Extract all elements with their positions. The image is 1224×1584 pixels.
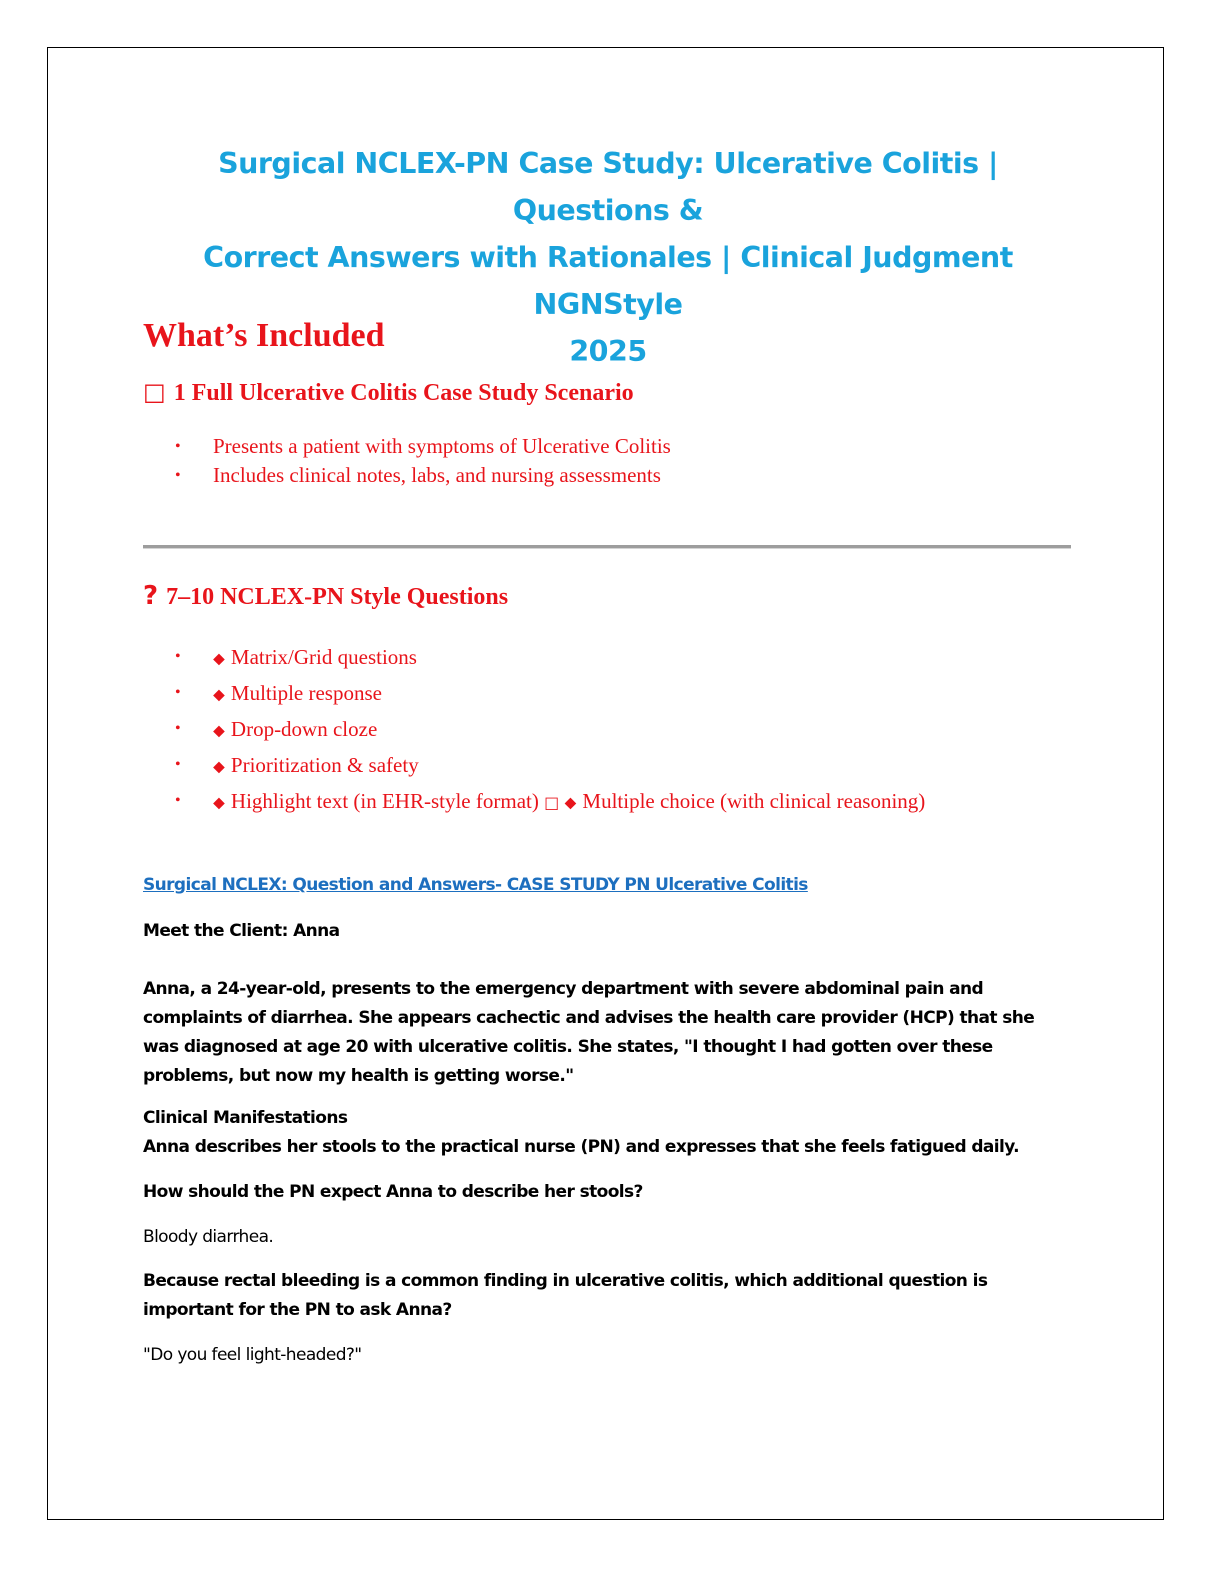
list-item: • ⬥ Matrix/Grid questions: [175, 645, 417, 669]
diamond-icon: ⬥: [213, 685, 225, 705]
diamond-icon: ⬥: [213, 793, 225, 813]
manifestations-heading: Clinical Manifestations: [143, 1108, 348, 1128]
question-1: How should the PN expect Anna to describe her stools?: [143, 1182, 643, 1202]
meet-client-heading: Meet the Client: Anna: [143, 921, 340, 941]
diamond-icon: ⬥: [564, 793, 577, 813]
diamond-icon: ⬥: [213, 649, 225, 669]
list-item: • ⬥ Drop-down cloze: [175, 717, 378, 741]
case-study-heading: □ 1 Full Ulcerative Colitis Case Study Scenario: [143, 378, 634, 406]
missing-glyph-icon: □: [143, 378, 166, 406]
list-item: • ⬥ Highlight text (in EHR-style format) □ ⬥ Multiple choice (with clinical reasoning): [175, 789, 926, 813]
horizontal-divider: [143, 545, 1071, 549]
list-item: • Includes clinical notes, labs, and nursing assessments: [175, 463, 661, 487]
case-intro-paragraph: Anna, a 24-year-old, presents to the emergency department with severe abdominal pain and complaints of diarrhea. She appears cachectic and advises the health care provider (HCP) that she was diagnosed at age 20 with ulcerative colitis. She states, "I thought I had gotten over these problems, but now my health is getting worse.": [143, 979, 1035, 1086]
diamond-icon: ⬥: [213, 721, 225, 741]
title-line-1: Surgical NCLEX-PN Case Study: Ulcerative Colitis | Questions &: [218, 147, 998, 227]
question-mark-icon: ?: [143, 581, 159, 611]
diamond-icon: ⬥: [213, 757, 225, 777]
missing-glyph-icon: □: [544, 793, 560, 812]
case-study-link[interactable]: Surgical NCLEX: Question and Answers- CASE STUDY PN Ulcerative Colitis: [143, 875, 808, 895]
questions-list: [175, 640, 925, 820]
manifestations-text: Anna describes her stools to the practical nurse (PN) and expresses that she feels fatigued daily.: [143, 1137, 1020, 1157]
list-item: • Presents a patient with symptoms of Ulcerative Colitis: [175, 434, 671, 458]
title-line-2: Correct Answers with Rationales | Clinical Judgment NGNStyle: [203, 241, 1013, 321]
answer-2: "Do you feel light-headed?": [143, 1345, 362, 1365]
document-content: [143, 140, 1073, 1365]
list-item: • ⬥ Prioritization & safety: [175, 753, 419, 777]
question-2: Because rectal bleeding is a common finding in ulcerative colitis, which additional question is important for the PN to ask Anna?: [143, 1271, 988, 1320]
title-line-3: 2025: [569, 335, 647, 368]
list-item: • ⬥ Multiple response: [175, 681, 382, 705]
case-study-list: [175, 432, 671, 490]
questions-heading: ? 7–10 NCLEX-PN Style Questions: [143, 581, 509, 611]
answer-1: Bloody diarrhea.: [143, 1227, 274, 1247]
whats-included-heading: What’s Included: [143, 317, 385, 354]
